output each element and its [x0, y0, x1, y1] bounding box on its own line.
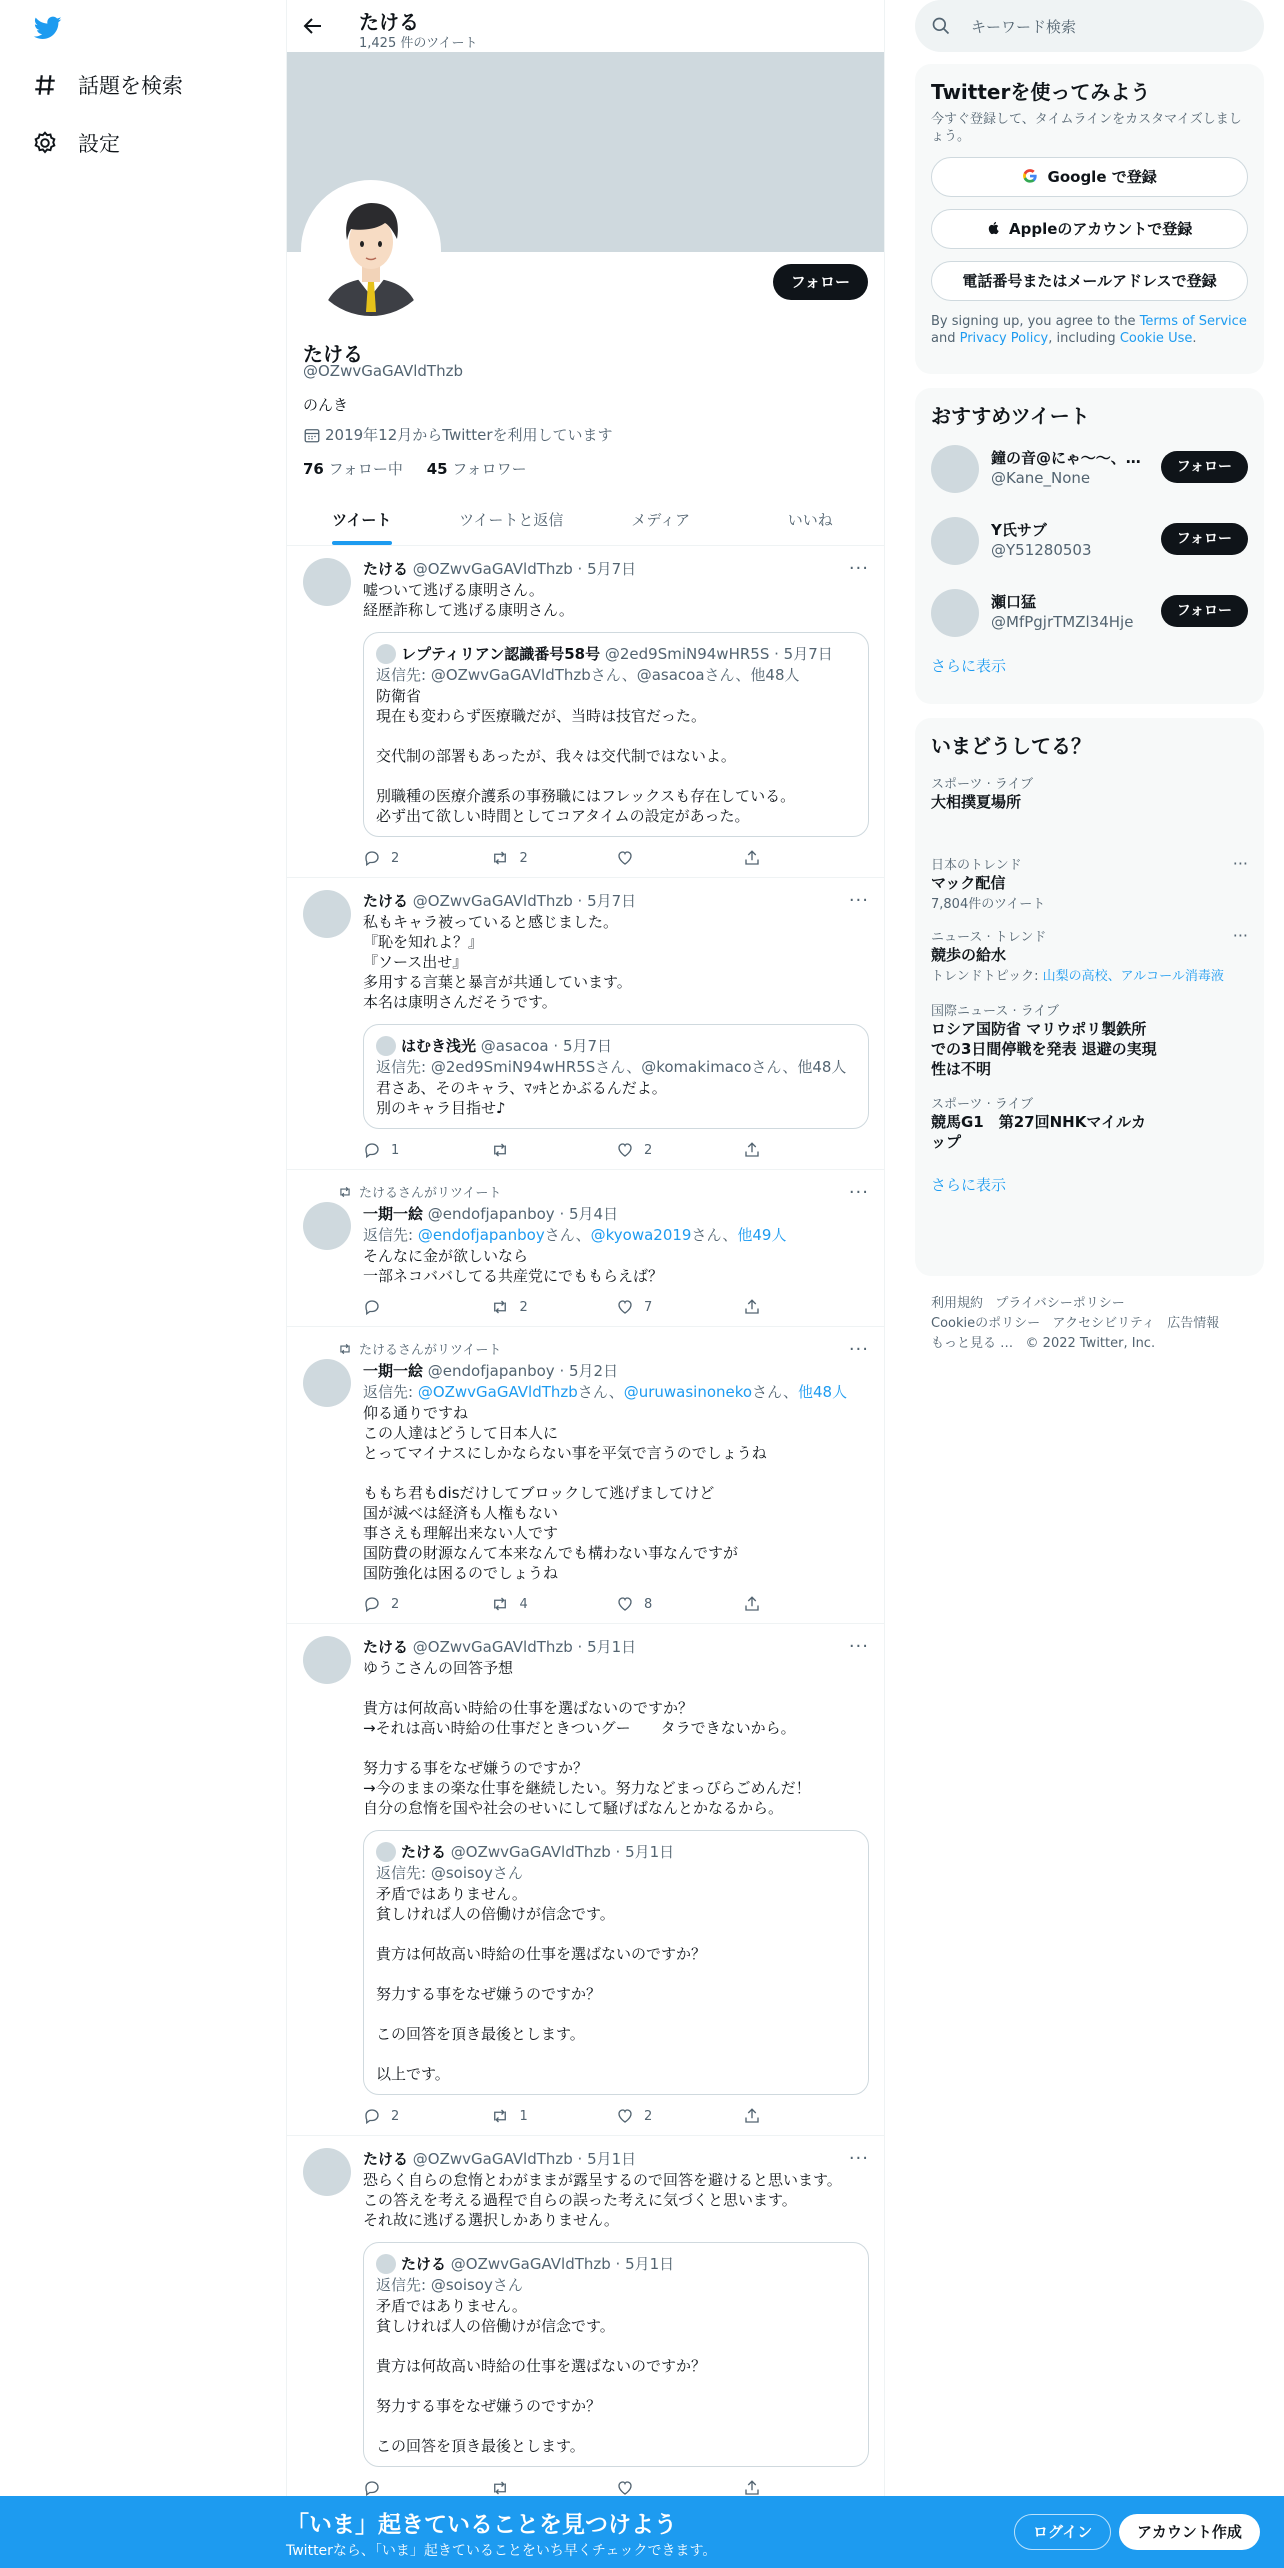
reply-icon — [363, 1141, 381, 1159]
footer-link[interactable]: Cookieのポリシー — [931, 1316, 1041, 1331]
trend-category: 国際ニュース · ライブ — [931, 1004, 1059, 1019]
heart-icon — [616, 1141, 634, 1159]
retweet-count: 2 — [519, 850, 528, 866]
quote-tweet[interactable] — [363, 1024, 869, 1129]
heart-icon — [616, 849, 634, 867]
bottom-bar-subtitle: Twitterなら、「いま」起きていることをいち早くチェックできます。 — [286, 2543, 717, 2559]
quote-author-handle: @OZwvGaGAVldThzb — [450, 1842, 611, 1861]
recommended-title: おすすめツイート — [931, 404, 1090, 428]
trend-more-icon[interactable]: ··· — [1232, 926, 1248, 945]
retweet-small-icon — [337, 1185, 353, 1199]
tweet-actions — [363, 849, 869, 867]
footer-more-link[interactable]: もっと見る … — [931, 1336, 1014, 1351]
share-button[interactable] — [743, 1141, 870, 1159]
following-link[interactable] — [303, 460, 403, 478]
profile-joined — [303, 424, 613, 445]
tweet[interactable] — [287, 1327, 885, 1624]
like-button[interactable] — [616, 849, 743, 867]
tweet-author-handle[interactable]: @OZwvGaGAVldThzb — [412, 892, 573, 910]
retweet-icon — [490, 1595, 510, 1613]
profile-bio: のんき — [303, 396, 349, 414]
reply-count: 2 — [391, 1596, 400, 1612]
quote-reply-to: 返信先: @OZwvGaGAVldThzbさん、@asacoaさん、他48人 — [376, 666, 800, 684]
retweet-button[interactable] — [490, 2479, 617, 2497]
tweet-actions — [363, 1298, 869, 1316]
recommended-user[interactable] — [915, 577, 1264, 649]
followers-link[interactable] — [427, 460, 527, 478]
tweet[interactable] — [287, 546, 885, 878]
main-column — [286, 0, 885, 2568]
quote-author-handle: @asacoa — [480, 1036, 549, 1055]
profile-avatar[interactable] — [301, 180, 441, 320]
tweet-meta: たける @OZwvGaGAVldThzb · 5月7日 — [363, 560, 637, 578]
recommended-user-name: Y氏サブ — [991, 521, 1047, 539]
like-count: 7 — [644, 1299, 653, 1315]
profile-name: たける — [303, 342, 363, 366]
signup-terms — [915, 313, 1264, 347]
tweet-author-name[interactable]: たける — [363, 892, 409, 910]
quote-date: 5月7日 — [783, 645, 833, 663]
retweet-button[interactable] — [490, 2107, 617, 2125]
trend-category: 日本のトレンド — [931, 858, 1022, 873]
quote-text: 君さあ、そのキャラ、ﾏｯｷとかぶるんだよ。 別のキャラ目指せ♪ — [376, 1079, 667, 1117]
apple-signup-label: Appleのアカウントで登録 — [1008, 220, 1193, 238]
more-icon[interactable]: ··· — [848, 890, 869, 911]
recommended-user-handle: @Y51280503 — [991, 541, 1092, 559]
avatar[interactable] — [303, 2148, 351, 2196]
tweet[interactable] — [287, 1624, 885, 2136]
tweet-actions — [363, 1141, 869, 1159]
avatar — [376, 1842, 396, 1862]
tweet-author-name[interactable]: 一期一絵 — [363, 1205, 424, 1223]
reply-to-user[interactable]: @kyowa2019 — [590, 1226, 692, 1244]
tweet-author-handle[interactable]: @endofjapanboy — [427, 1362, 555, 1380]
like-count: 2 — [644, 2108, 653, 2124]
tab-tweets-and-replies[interactable]: ツイートと返信 — [459, 511, 564, 529]
avatar — [376, 1036, 396, 1056]
tweet-date[interactable]: 5月7日 — [587, 892, 637, 910]
reply-icon — [363, 1595, 381, 1613]
retweet-icon — [490, 2107, 510, 2125]
twitter-logo-icon[interactable] — [32, 14, 64, 42]
trend-title: 大相撲夏場所 — [931, 793, 1022, 811]
tweet-actions — [363, 2479, 869, 2497]
tweet-text: 嘘ついて逃げる康明さん。 経歴詐称して逃げる康明さん。 — [363, 581, 574, 619]
quote-date: 5月1日 — [625, 2255, 675, 2273]
footer-link[interactable]: プライバシーポリシー — [995, 1296, 1125, 1311]
tweet-date[interactable]: 5月2日 — [568, 1362, 619, 1380]
tweet[interactable] — [287, 878, 885, 1170]
recommended-follow-button[interactable]: フォロー — [1161, 523, 1248, 555]
share-button[interactable] — [743, 849, 870, 867]
retweet-button[interactable] — [490, 1298, 617, 1316]
terms-text-d: . — [1192, 331, 1197, 346]
trend-title: 競馬G1 第27回NHKマイルカップ — [931, 1113, 1147, 1151]
tweet-date[interactable]: 5月4日 — [568, 1205, 619, 1223]
tweet-text: ゆうこさんの回答予想 貴方は何故高い時給の仕事を選ばないのですか？ →それは高い時給の仕事だときついグー タラできないから。 努力する事をなぜ嫌うのですか？ →今のままの楽な仕事を継続したい。努力などまっぴらごめんだ！ 自分の怠惰を国や社会のせいにして騒げばなんとかなるから。 — [363, 1659, 811, 1817]
copyright: © 2022 Twitter, Inc. — [1025, 1336, 1156, 1351]
quote-text: 防衛省 現在も変わらず医療職だが、当時は技官だった。 交代制の部署もあったが、我々は交代制ではないよ。 別職種の医療介護系の事務職にはフレックスも存在している。 必ず出て欲しい時間としてコアタイムの設定があった。 — [376, 687, 796, 825]
retweet-icon — [490, 1298, 510, 1316]
quote-reply-to: 返信先: @soisoyさん — [376, 1864, 523, 1882]
tweet-author-handle[interactable]: @OZwvGaGAVldThzb — [412, 560, 573, 578]
avatar — [931, 445, 979, 493]
quote-meta: はむき浅光 @asacoa · 5月7日 — [376, 1035, 856, 1056]
recommended-show-more[interactable]: さらに表示 — [931, 657, 1007, 675]
quote-author-name: レプティリアン認識番号58号 — [401, 645, 601, 663]
quote-tweet[interactable] — [363, 2242, 869, 2467]
like-button[interactable] — [616, 1595, 743, 1613]
tweet-author-handle[interactable]: @endofjapanboy — [427, 1205, 555, 1223]
quote-text: 矛盾ではありません。 貧しければ人の倍働けが信念です。 貴方は何故高い時給の仕事を選ばないのですか？ 努力する事をなぜ嫌うのですか？ この回答を頂き最後とします。 以上です。 — [376, 1885, 707, 2083]
share-button[interactable] — [743, 2479, 870, 2497]
terms-text-b: and — [931, 331, 960, 346]
retweet-button[interactable] — [490, 849, 617, 867]
trend-category: ニュース · トレンド — [931, 930, 1047, 945]
tweet-date[interactable]: 5月7日 — [587, 560, 637, 578]
trend-category: スポーツ · ライブ — [931, 777, 1034, 792]
header-name: たける — [359, 10, 419, 34]
profile-tabs — [287, 494, 885, 546]
nav-explore-label: 話題を検索 — [78, 74, 183, 98]
tweet-date[interactable]: 5月1日 — [587, 2150, 637, 2168]
quote-author-name: たける — [401, 2255, 447, 2273]
share-icon — [743, 1595, 761, 1613]
footer-link[interactable]: 利用規約 — [931, 1296, 984, 1311]
retweeted-by: たけるさんがリツイート — [359, 1186, 502, 1201]
more-icon[interactable]: ··· — [848, 1636, 869, 1657]
retweet-count: 2 — [519, 1299, 528, 1315]
reply-button[interactable] — [363, 2107, 490, 2125]
tweet-date[interactable]: 5月1日 — [587, 1638, 637, 1656]
tweet-meta: たける @OZwvGaGAVldThzb · 5月7日 — [363, 892, 637, 910]
avatar-illustration — [305, 184, 437, 316]
retweet-indicator — [359, 1182, 869, 1201]
share-button[interactable] — [743, 2107, 870, 2125]
like-count: 2 — [644, 1142, 653, 1158]
avatar — [376, 644, 396, 664]
more-icon[interactable]: ··· — [848, 2148, 869, 2169]
avatar[interactable] — [303, 558, 351, 606]
heart-icon — [616, 1298, 634, 1316]
footer-link[interactable]: アクセシビリティ — [1052, 1316, 1155, 1331]
nav-settings-label: 設定 — [78, 132, 120, 156]
share-icon — [743, 2107, 761, 2125]
quote-reply-to: 返信先: @soisoyさん — [376, 2276, 523, 2294]
quote-meta: たける @OZwvGaGAVldThzb · 5月1日 — [376, 2253, 856, 2274]
cookie-use-link[interactable]: Cookie Use — [1119, 331, 1193, 346]
reply-to-prefix: 返信先: — [363, 1226, 418, 1244]
profile-joined-text: 2019年12月からTwitterを利用しています — [325, 426, 613, 444]
tweet-author-handle[interactable]: @OZwvGaGAVldThzb — [412, 2150, 573, 2168]
reply-button[interactable] — [363, 2479, 490, 2497]
tweet-text: そんなに金が欲しいなら 一部ネコババしてる共産党にでももらえば？ — [363, 1247, 664, 1285]
trend-item[interactable] — [915, 854, 1264, 912]
recommended-user[interactable] — [915, 433, 1264, 505]
trend-item[interactable] — [915, 926, 1264, 984]
reply-to-user[interactable]: 他48人 — [798, 1383, 848, 1401]
apple-icon — [987, 220, 1001, 236]
tweet-author-name[interactable]: たける — [363, 1638, 409, 1656]
trend-title: 競歩の給水 — [931, 946, 1007, 964]
trend-tweet-count: 7,804件のツイート — [931, 897, 1046, 912]
reply-button[interactable] — [363, 1141, 490, 1159]
nav-explore[interactable] — [32, 70, 183, 100]
reply-icon — [363, 2479, 381, 2497]
share-button[interactable] — [743, 1298, 870, 1316]
like-button[interactable] — [616, 1141, 743, 1159]
back-arrow-icon[interactable] — [301, 14, 325, 38]
following-count: 76 — [303, 460, 324, 478]
reply-to-prefix: 返信先: — [363, 1383, 418, 1401]
more-icon[interactable]: ··· — [848, 1339, 869, 1360]
trend-related-label: トレンドトピック: — [931, 969, 1043, 984]
more-icon[interactable]: ··· — [848, 1182, 869, 1203]
retweet-button[interactable] — [490, 1595, 617, 1613]
login-button[interactable]: ログイン — [1014, 2514, 1111, 2550]
like-button[interactable] — [616, 2107, 743, 2125]
tweet-author-handle[interactable]: @OZwvGaGAVldThzb — [412, 1638, 573, 1656]
recommended-user[interactable] — [915, 505, 1264, 577]
reply-to: 返信先: @OZwvGaGAVldThzbさん、@uruwasinonekoさん、他48人 — [363, 1383, 848, 1401]
avatar[interactable] — [303, 1636, 351, 1684]
tweet-meta: たける @OZwvGaGAVldThzb · 5月1日 — [363, 2150, 637, 2168]
retweet-icon — [490, 2479, 510, 2497]
privacy-policy-link[interactable]: Privacy Policy — [959, 331, 1049, 346]
google-signup-button[interactable] — [931, 157, 1248, 197]
trends-title: いまどうしてる？ — [931, 734, 1091, 758]
avatar[interactable] — [303, 1359, 351, 1407]
tab-tweets[interactable]: ツイート — [287, 494, 437, 545]
like-count: 8 — [644, 1596, 653, 1612]
signup-card — [915, 64, 1264, 374]
signup-title: Twitterを使ってみよう — [931, 80, 1151, 104]
recommended-follow-button[interactable]: フォロー — [1161, 595, 1248, 627]
quote-reply-to: 返信先: @2ed9SmiN94wHR5Sさん、@komakimacoさん、他48人 — [376, 1058, 847, 1076]
share-icon — [743, 2479, 761, 2497]
google-signup-label: Google で登録 — [1047, 168, 1157, 186]
recommended-user-handle: @MfPgjrTMZl34Hje — [991, 613, 1134, 631]
bottom-bar-title: 「いま」起きていることを見つけよう — [286, 2512, 677, 2538]
reply-to-user[interactable]: @OZwvGaGAVldThzb — [417, 1383, 578, 1401]
search-input[interactable]: キーワード検索 — [971, 17, 1077, 36]
tweet[interactable] — [287, 2136, 885, 2508]
avatar — [376, 2254, 396, 2274]
trend-title: マック配信 — [931, 874, 1006, 892]
quote-text: 矛盾ではありません。 貧しければ人の倍働けが信念です。 貴方は何故高い時給の仕事を選ばないのですか？ 努力する事をなぜ嫌うのですか？ この回答を頂き最後とします。 — [376, 2297, 707, 2455]
left-nav — [0, 0, 286, 2568]
quote-meta: レプティリアン認識番号58号 @2ed9SmiN94wHR5S · 5月7日 — [376, 643, 856, 664]
tab-media[interactable]: メディア — [631, 511, 691, 529]
heart-icon — [616, 2479, 634, 2497]
tweet-text: 恐らく自らの怠惰とわがままが露呈するので回答を避けると思います。 この答えを考える過程で自らの誤った考えに気づくと思います。 それ故に逃げる選択しかありません。 — [363, 2171, 842, 2229]
followers-label: フォロワー — [447, 460, 527, 478]
tweet-author-name[interactable]: たける — [363, 560, 409, 578]
recommended-card — [915, 388, 1264, 704]
signup-subtitle: 今すぐ登録して、タイムラインをカスタマイズしましょう。 — [931, 112, 1242, 144]
tweet-meta: たける @OZwvGaGAVldThzb · 5月1日 — [363, 1638, 637, 1656]
share-icon — [743, 1141, 761, 1159]
quote-author-handle: @OZwvGaGAVldThzb — [450, 2254, 611, 2273]
profile-header — [287, 0, 884, 52]
quote-date: 5月1日 — [625, 1843, 675, 1861]
quote-author-name: たける — [401, 1843, 447, 1861]
reply-button[interactable] — [363, 1298, 490, 1316]
tweet-actions — [363, 1595, 869, 1613]
tweet-list — [287, 546, 885, 2508]
reply-to-user[interactable]: 他49人 — [737, 1226, 787, 1244]
recommended-user-name: 瀬口猛 — [991, 593, 1037, 611]
trend-more-icon[interactable]: ··· — [1232, 854, 1248, 873]
trend-category: スポーツ · ライブ — [931, 1097, 1034, 1112]
apple-signup-button[interactable] — [931, 209, 1248, 249]
recommended-follow-button[interactable]: フォロー — [1161, 451, 1248, 483]
heart-icon — [616, 2107, 634, 2125]
retweet-indicator — [359, 1339, 869, 1358]
tweet-meta: 一期一絵 @endofjapanboy · 5月4日 — [363, 1205, 619, 1223]
trend-item[interactable] — [915, 1000, 1175, 1079]
trend-title: ロシア国防省 マリウポリ製鉄所での3日間停戦を発表 退避の実現性は不明 — [931, 1020, 1157, 1078]
avatar — [931, 589, 979, 637]
quote-tweet[interactable] — [363, 1830, 869, 2095]
reply-button[interactable] — [363, 849, 490, 867]
reply-button[interactable] — [363, 1595, 490, 1613]
trend-related — [931, 965, 1248, 984]
avatar[interactable] — [303, 890, 351, 938]
tweet-meta: 一期一絵 @endofjapanboy · 5月2日 — [363, 1362, 619, 1380]
google-icon — [1022, 168, 1038, 184]
phone-email-signup-button[interactable]: 電話番号またはメールアドレスで登録 — [931, 261, 1248, 301]
retweeted-by: たけるさんがリツイート — [359, 1343, 502, 1358]
following-label: フォロー中 — [323, 460, 403, 478]
quote-author-handle: @2ed9SmiN94wHR5S — [604, 644, 770, 663]
more-icon[interactable]: ··· — [848, 558, 869, 579]
retweet-icon — [490, 1141, 510, 1159]
header-tweet-count: 1,425 件のツイート — [359, 36, 478, 51]
tweet-author-name[interactable]: 一期一絵 — [363, 1362, 424, 1380]
reply-icon — [363, 2107, 381, 2125]
calendar-icon — [303, 426, 321, 444]
tweet-actions — [363, 2107, 869, 2125]
retweet-button[interactable] — [490, 1141, 617, 1159]
retweet-count: 1 — [519, 2108, 528, 2124]
quote-date: 5月7日 — [562, 1037, 613, 1055]
reply-to-user[interactable]: @uruwasinoneko — [623, 1383, 753, 1401]
avatar[interactable] — [303, 1202, 351, 1250]
reply-icon — [363, 1298, 381, 1316]
reply-to: 返信先: @endofjapanboyさん、@kyowa2019さん、他49人 — [363, 1226, 787, 1244]
footer-link[interactable]: 広告情報 — [1167, 1316, 1220, 1331]
tab-likes[interactable]: いいね — [787, 511, 833, 529]
recommended-user-handle: @Kane_None — [991, 469, 1091, 487]
trends-card — [915, 718, 1264, 1276]
recommended-user-name: 鐘の音@にゃ～～、… — [991, 449, 1141, 467]
gear-icon — [32, 130, 58, 156]
reply-to-user[interactable]: @endofjapanboy — [417, 1226, 545, 1244]
footer-links — [931, 1294, 1219, 1354]
share-button[interactable] — [743, 1595, 870, 1613]
profile-handle: @OZwvGaGAVldThzb — [303, 362, 463, 380]
trend-item[interactable] — [915, 1093, 1175, 1152]
quote-meta: たける @OZwvGaGAVldThzb · 5月1日 — [376, 1841, 856, 1862]
reply-count: 2 — [391, 2108, 400, 2124]
search-bar[interactable] — [915, 0, 1264, 52]
heart-icon — [616, 1595, 634, 1613]
quote-tweet[interactable] — [363, 632, 869, 837]
reply-count: 1 — [391, 1142, 400, 1158]
hashtag-icon — [32, 72, 58, 98]
reply-count: 2 — [391, 850, 400, 866]
trend-item[interactable] — [915, 773, 1264, 812]
followers-count: 45 — [426, 460, 448, 478]
trend-related-links[interactable]: 山梨の高校、アルコール消毒液 — [1042, 969, 1224, 984]
avatar — [931, 517, 979, 565]
retweet-icon — [490, 849, 510, 867]
bottom-signup-bar — [0, 2496, 1284, 2568]
share-icon — [743, 1298, 761, 1316]
tweet-text: 私もキャラ被っていると感じました。 『恥を知れよ？』 『ソース出せ』 多用する言葉と暴言が共通しています。 本名は康明さんだそうです。 — [363, 913, 632, 1011]
nav-settings[interactable] — [32, 128, 120, 158]
tweet-author-name[interactable]: たける — [363, 2150, 409, 2168]
retweet-count: 4 — [519, 1596, 528, 1612]
terms-text-c: , including — [1048, 331, 1120, 346]
profile-stats — [303, 458, 527, 479]
like-button[interactable] — [616, 1298, 743, 1316]
terms-of-service-link[interactable]: Terms of Service — [1139, 314, 1247, 329]
reply-icon — [363, 849, 381, 867]
search-icon — [931, 16, 951, 36]
tweet-text: 仰る通りですね この人達はどうして日本人に とってマイナスにしかならない事を平気で言うのでしょうね ももち君もdisだけしてブロックして逃げましてけど 国が滅べは経済も人権もない 事さえも理解出来ない人です 国防費の財源なんて本来なんでも構わない事なんですが 国防強化は困るのでしょうね — [363, 1404, 767, 1582]
retweet-small-icon — [337, 1342, 353, 1356]
terms-text-a: By signing up, you agree to the — [931, 314, 1140, 329]
tweet[interactable] — [287, 1170, 885, 1327]
like-button[interactable] — [616, 2479, 743, 2497]
follow-button[interactable]: フォロー — [773, 264, 868, 300]
quote-author-name: はむき浅光 — [401, 1037, 477, 1055]
share-icon — [743, 849, 761, 867]
create-account-button[interactable]: アカウント作成 — [1119, 2514, 1260, 2550]
trends-show-more[interactable]: さらに表示 — [931, 1176, 1007, 1194]
